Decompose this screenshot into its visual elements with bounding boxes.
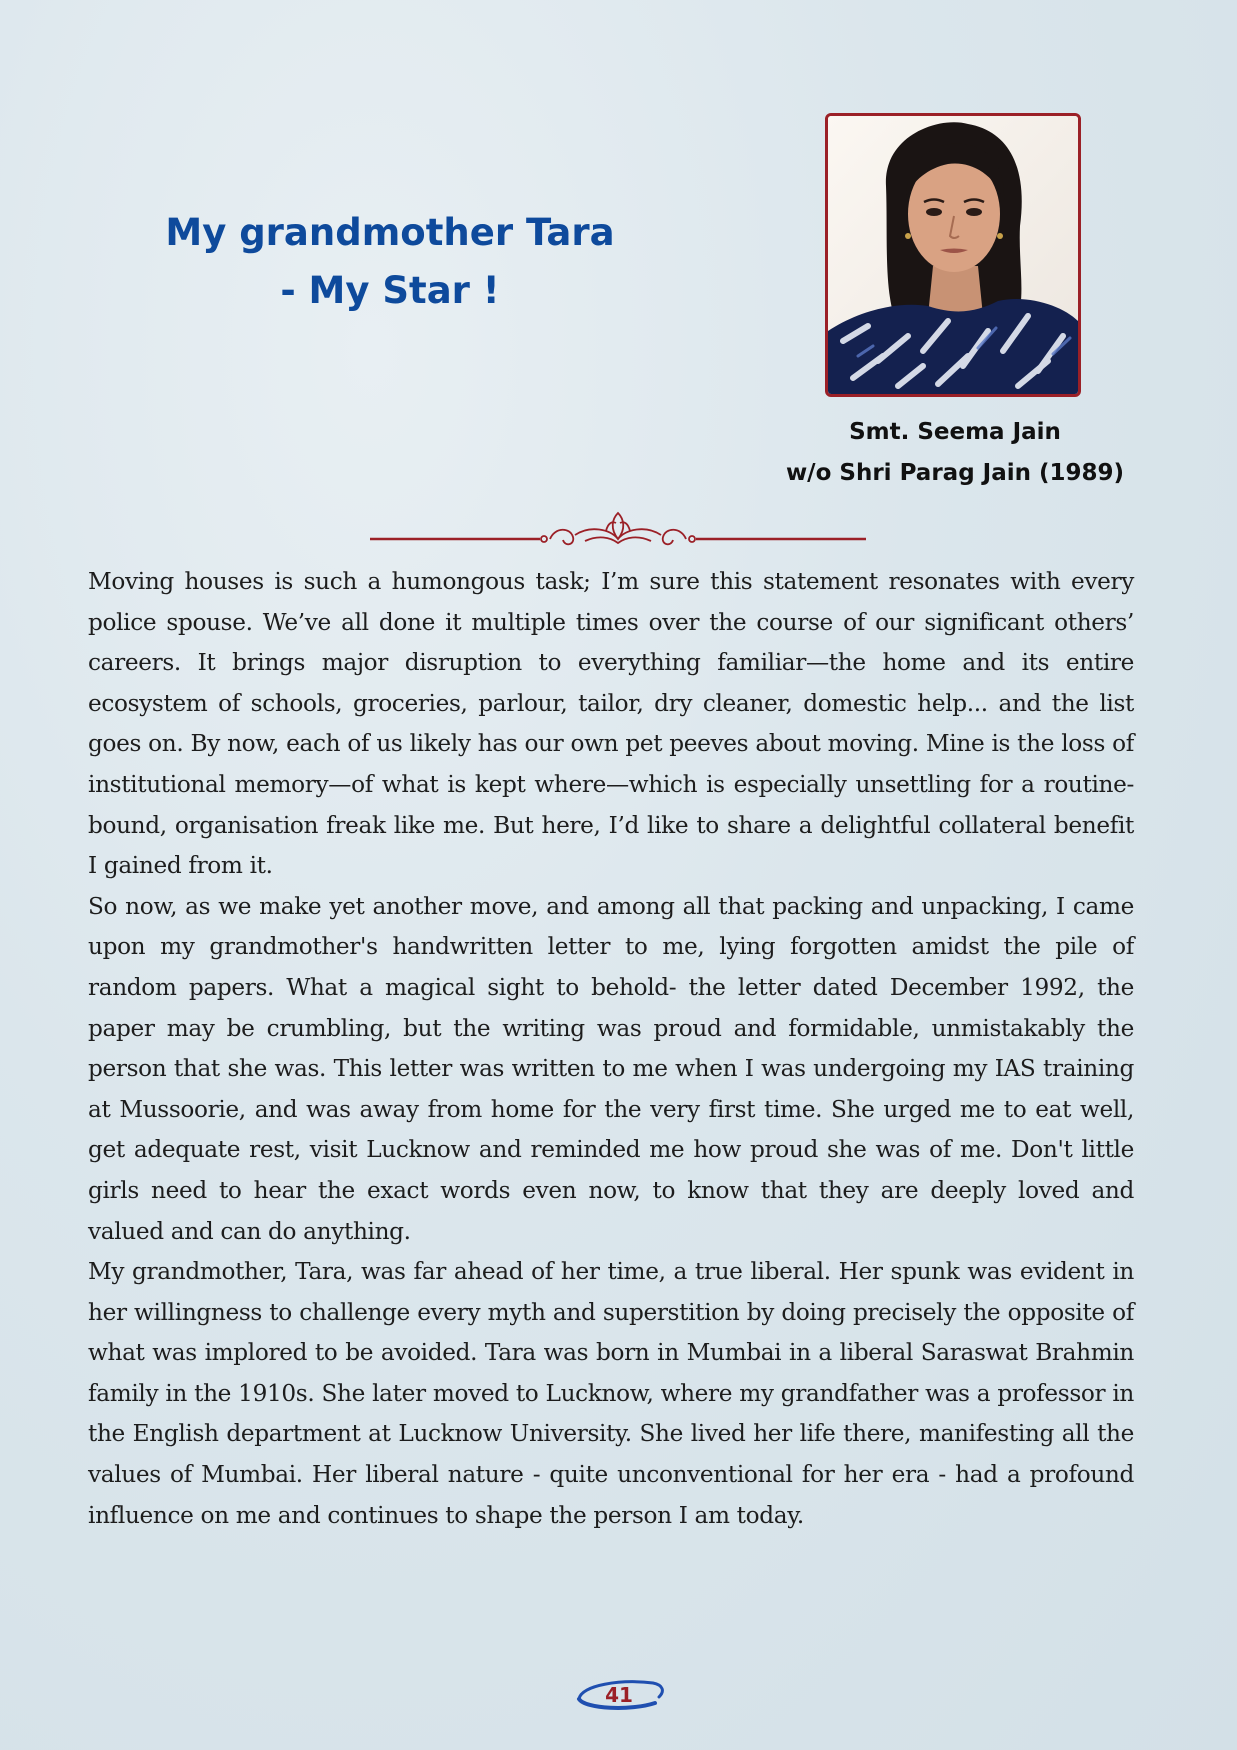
paragraph-1: Moving houses is such a humongous task; I’m sure this statement resonates with every police spouse. We’ve all done it multiple times over the course of our significant others’ careers. It brings major disruption to everything familiar—the home and its entire ecosystem of schools, groceries, parlour, tailor, dry cleaner, domestic help... and the list goes on. By now, each of us likely has our own pet peeves about moving. Mine is the loss of institutional memory—of what is kept where—which is especially unsettling for a routine-bound, organisation freak like me. But here, I’d like to share a delightful collateral benefit I gained from it.	[88, 568, 1134, 880]
paragraph-3: My grandmother, Tara, was far ahead of her time, a true liberal. Her spunk was evident in her willingness to challenge every myth and superstition by doing precisely the opposite of what was implored to be avoided. Tara was born in Mumbai in a liberal Saraswat Brahmin family in the 1910s. She later moved to Lucknow, where my grandfather was a professor in the English department at Lucknow University. She lived her life there, manifesting all the values of Mumbai. Her liberal nature - quite unconventional for her era - had a profound influence on me and continues to shape the person I am today.	[88, 1258, 1134, 1529]
author-caption	[760, 412, 1150, 494]
article-body	[88, 562, 1134, 1536]
author-photo	[825, 113, 1081, 397]
page-number: 41	[605, 1683, 633, 1707]
ornamental-divider	[370, 505, 866, 547]
author-relation: w/o Shri Parag Jain (1989)	[785, 460, 1125, 486]
article-title	[150, 204, 630, 320]
page-number-badge	[571, 1677, 667, 1713]
paragraph-2: So now, as we make yet another move, and among all that packing and unpacking, I came upon my grandmother's handwritten letter to me, lying forgotten amidst the pile of random papers. What a magical sight to behold- the letter dated December 1992, the paper may be crumbling, but the writing was proud and formidable, unmistakably the person that she was. This letter was written to me when I was undergoing my IAS training at Mussoorie, and was away from home for the very first time. She urged me to eat well, get adequate rest, visit Lucknow and reminded me how proud she was of me. Don't little girls need to hear the exact words even now, to know that they are deeply loved and valued and can do anything.	[88, 892, 1134, 1245]
author-name: Smt. Seema Jain	[849, 419, 1061, 445]
portrait-illustration	[828, 116, 1078, 394]
title-line-1: My grandmother Tara	[165, 211, 615, 254]
title-line-2: - My Star !	[280, 269, 500, 312]
